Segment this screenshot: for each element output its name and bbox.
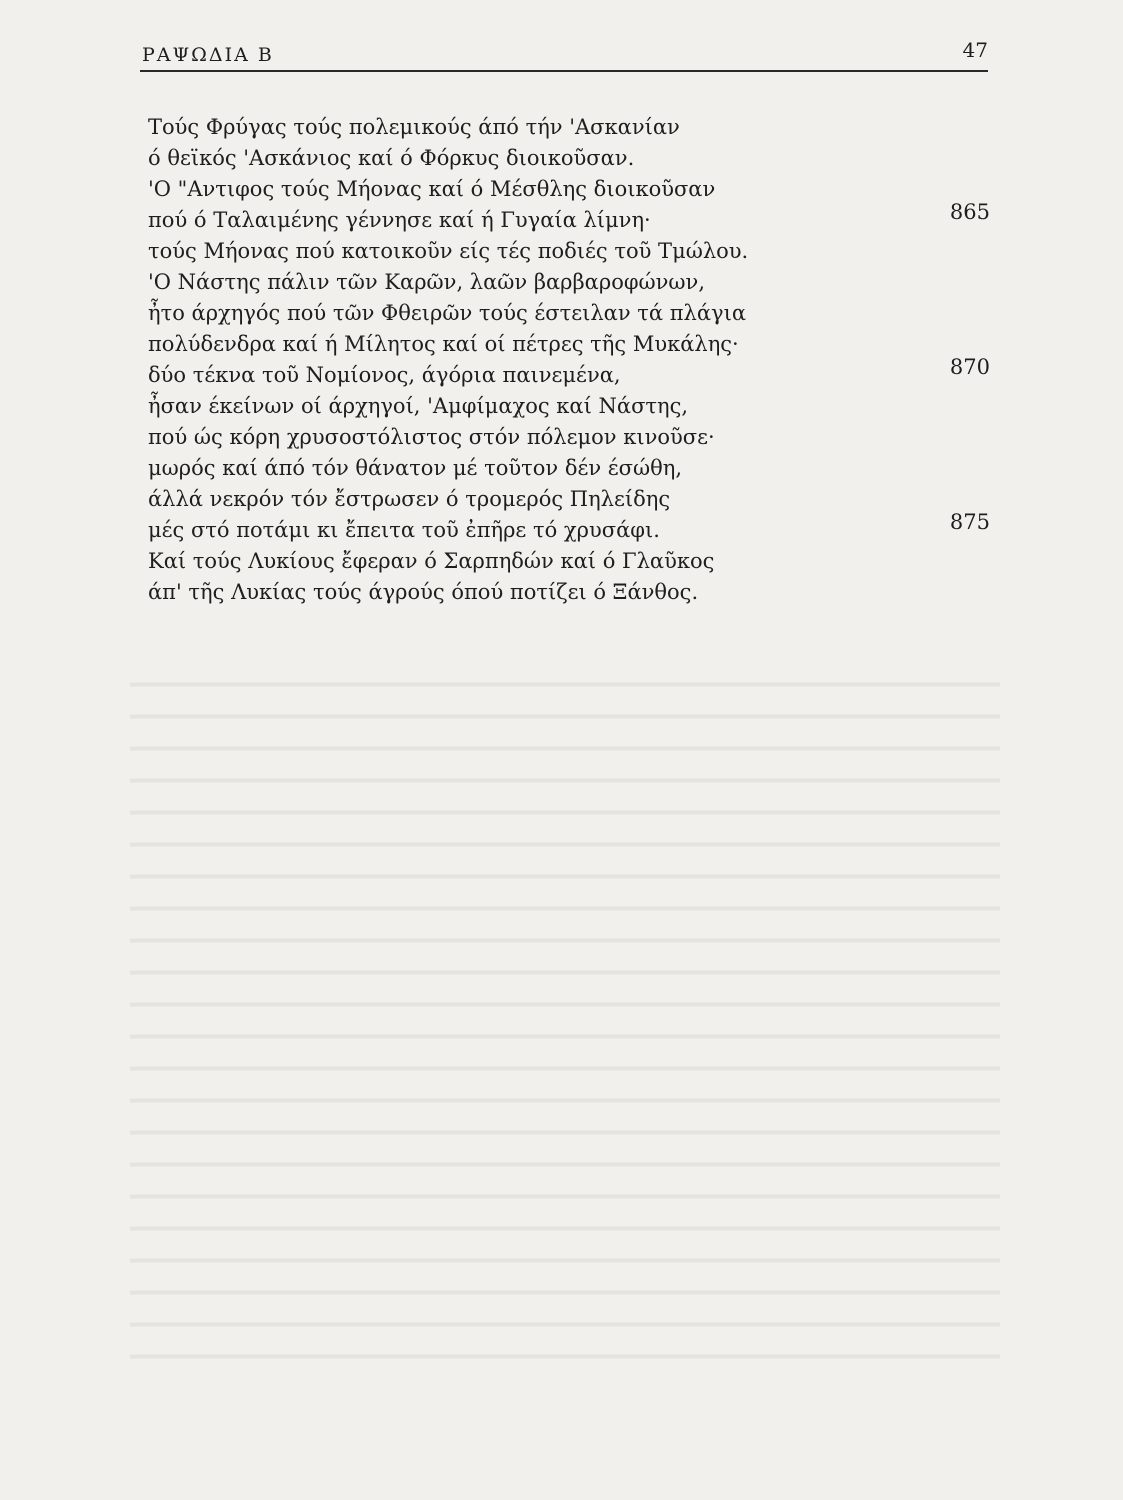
verse-text: 'Ο "Αντιφος τούς Μήονας καί ό Μέσθλης διοικοῦσαν <box>148 177 716 201</box>
verse-line <box>148 200 990 236</box>
running-title: ΡΑΨΩΔΙΑ Β <box>142 44 274 66</box>
verse-line <box>148 143 990 174</box>
verse-line <box>148 329 990 360</box>
verse-text: τούς Μήονας πού κατοικοῦν είς τές ποδιές τοῦ Τμώλου. <box>148 239 749 263</box>
verse-text: δύο τέκνα τοῦ Νομίονος, άγόρια παινεμένα, <box>148 363 621 387</box>
verse-text: Τούς Φρύγας τούς πολεμικούς άπό τήν 'Ασκανίαν <box>148 115 680 139</box>
verse-number: 865 <box>949 200 990 224</box>
verse-line <box>148 484 990 515</box>
verse-line <box>148 577 990 608</box>
verse-line <box>148 510 990 546</box>
verse-line <box>148 174 990 205</box>
page-number: 47 <box>962 38 988 62</box>
verse-text: ἦσαν έκείνων οί άρχηγοί, 'Αμφίμαχος καί Νάστης, <box>148 394 689 418</box>
verse-text: πού ό Ταλαιμένης γέννησε καί ή Γυγαία λίμνη· <box>148 208 651 232</box>
verse-block <box>148 112 990 608</box>
verse-line <box>148 355 990 391</box>
verse-text: άλλά νεκρόν τόν ἔστρωσεν ό τρομερός Πηλείδης <box>148 487 671 511</box>
verse-line <box>148 391 990 422</box>
reverse-page-bleed-through <box>130 660 1000 1360</box>
verse-text: ό θεϊκός 'Ασκάνιος καί ό Φόρκυς διοικοῦσαν. <box>148 146 635 170</box>
verse-number: 870 <box>949 355 990 379</box>
verse-line <box>148 236 990 267</box>
verse-line <box>148 298 990 329</box>
verse-line <box>148 267 990 298</box>
header-rule <box>140 70 988 72</box>
verse-text: πολύδενδρα καί ή Μίλητος καί οί πέτρες τῆς Μυκάλης· <box>148 332 739 356</box>
verse-text: άπ' τῆς Λυκίας τούς άγρούς όπού ποτίζει ό Ξάνθος. <box>148 580 699 604</box>
verse-text: 'Ο Νάστης πάλιν τῶν Καρῶν, λαῶν βαρβαροφώνων, <box>148 270 705 294</box>
verse-text: Καί τούς Λυκίους ἔφεραν ό Σαρπηδών καί ό Γλαῦκος <box>148 549 715 573</box>
verse-number: 875 <box>949 510 990 534</box>
page-header <box>140 38 988 72</box>
verse-line <box>148 422 990 453</box>
verse-line <box>148 112 990 143</box>
verse-line <box>148 453 990 484</box>
verse-text: ἦτο άρχηγός πού τῶν Φθειρῶν τούς έστειλαν τά πλάγια <box>148 301 747 325</box>
verse-text: μωρός καί άπό τόν θάνατον μέ τοῦτον δέν έσώθη, <box>148 456 683 480</box>
verse-text: μές στό ποτάμι κι ἔπειτα τοῦ ἐπῆρε τό χρυσάφι. <box>148 518 660 542</box>
verse-text: πού ώς κόρη χρυσοστόλιστος στόν πόλεμον κινοῦσε· <box>148 425 715 449</box>
verse-line <box>148 546 990 577</box>
